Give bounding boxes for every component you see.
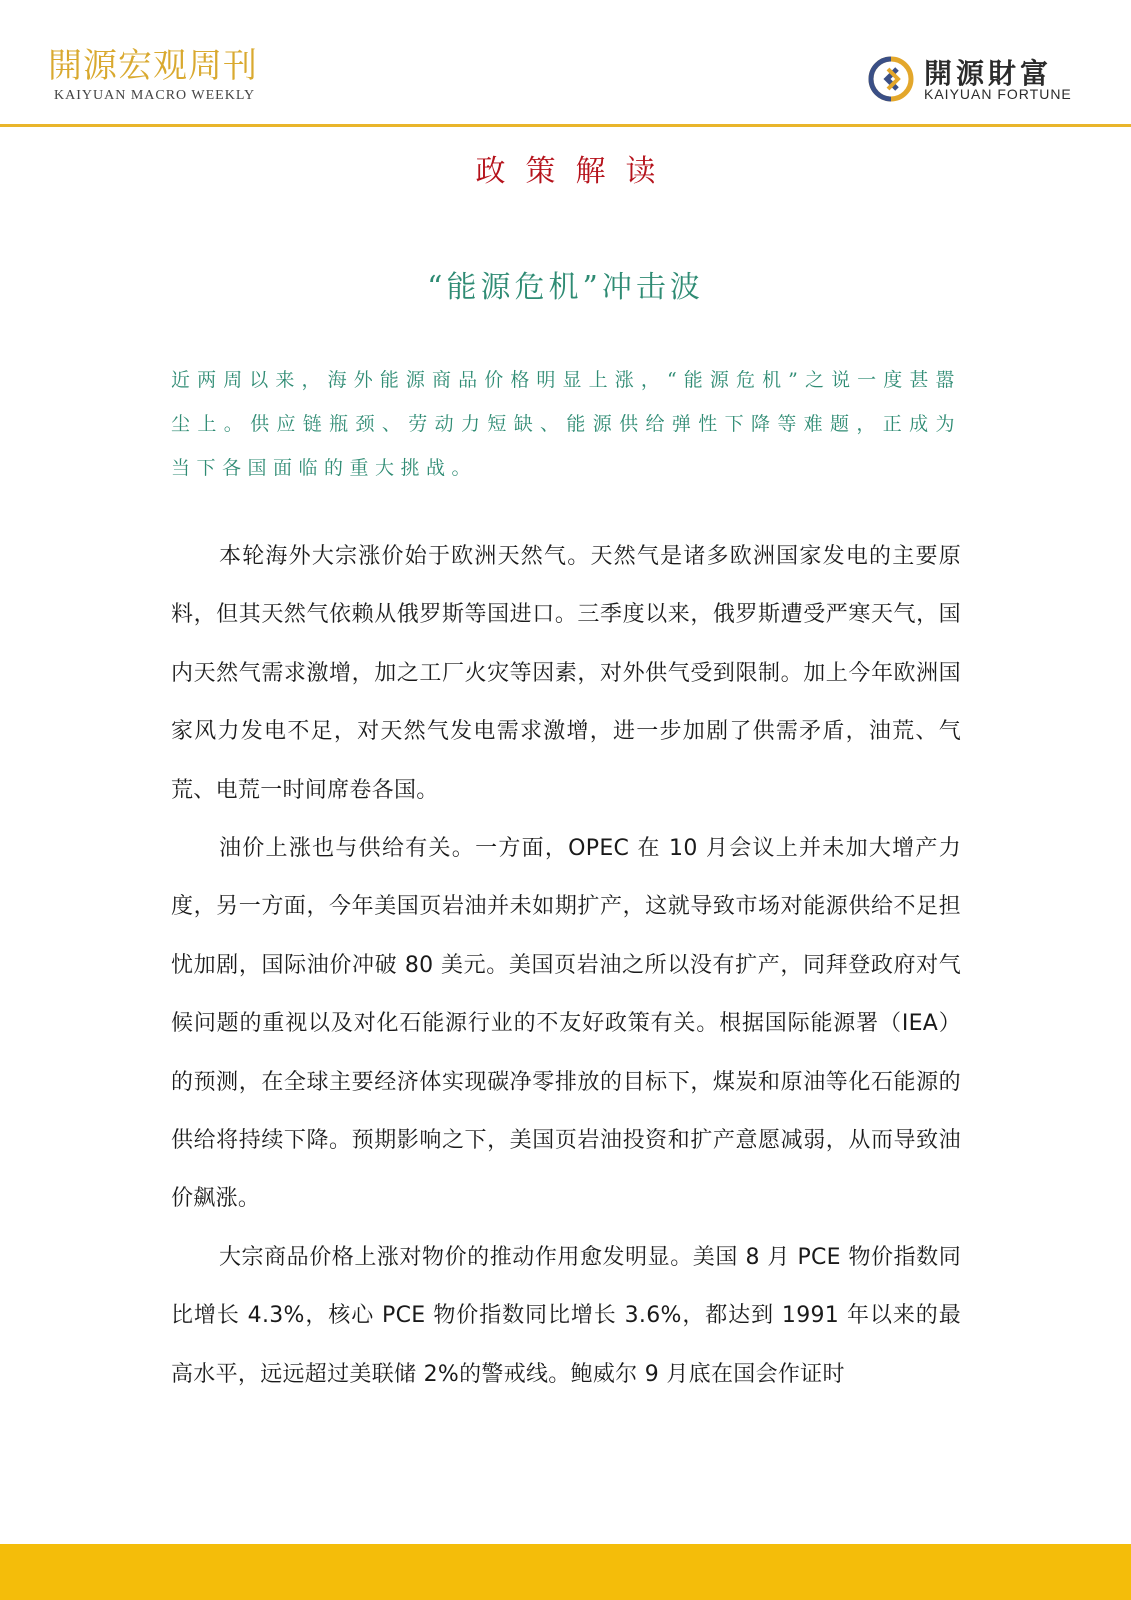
logo-chinese-name: 開源財富: [924, 57, 1053, 90]
article-title: “能源危机”冲击波: [427, 270, 704, 305]
brand-logo: [866, 52, 1086, 108]
footer-bar: [0, 1544, 1131, 1600]
article-summary: 近两周以来，海外能源商品价格明显上涨，“能源危机”之说一度甚嚣尘上。供应链瓶颈、劳动力短缺、能源供给弹性下降等难题，正成为当下各国面临的重大挑战。: [171, 369, 961, 479]
publication-subtitle: KAIYUAN MACRO WEEKLY: [54, 88, 256, 103]
publication-title: 開源宏观周刊: [48, 46, 258, 86]
kaiyuan-logo-icon: [866, 54, 916, 104]
header-divider: [0, 124, 1131, 127]
body-paragraph-1: 本轮海外大宗涨价始于欧洲天然气。天然气是诸多欧洲国家发电的主要原料，但其天然气依赖从俄罗斯等国进口。三季度以来，俄罗斯遭受严寒天气，国内天然气需求激增，加之工厂火灾等因素，对外供气受到限制。加上今年欧洲国家风力发电不足，对天然气发电需求激增，进一步加剧了供需矛盾，油荒、气荒、电荒一时间席卷各国。: [171, 544, 961, 803]
article-body: [171, 528, 961, 1404]
body-paragraph-3: 大宗商品价格上涨对物价的推动作用愈发明显。美国 8 月 PCE 物价指数同比增长 4.3%，核心 PCE 物价指数同比增长 3.6%，都达到 1991 年以来的最高水平，远远超过美联储 2%的警戒线。鲍威尔 9 月底在国会作证时: [171, 1244, 961, 1387]
logo-english-name: KAIYUAN FORTUNE: [924, 86, 1072, 102]
body-paragraph-2: 油价上涨也与供给有关。一方面，OPEC 在 10 月会议上并未加大增产力度，另一方面，今年美国页岩油并未如期扩产，这就导致市场对能源供给不足担忧加剧，国际油价冲破 80 美元。美国页岩油之所以没有扩产，同拜登政府对气候问题的重视以及对化石能源行业的不友好政策有关。根据国际能源署（IEA）的预测，在全球主要经济体实现碳净零排放的目标下，煤炭和原油等化石能源的供给将持续下降。预期影响之下，美国页岩油投资和扩产意愿减弱，从而导致油价飙涨。: [171, 836, 961, 1212]
section-title: 政策解读: [475, 154, 676, 189]
page-header: [0, 0, 1131, 126]
